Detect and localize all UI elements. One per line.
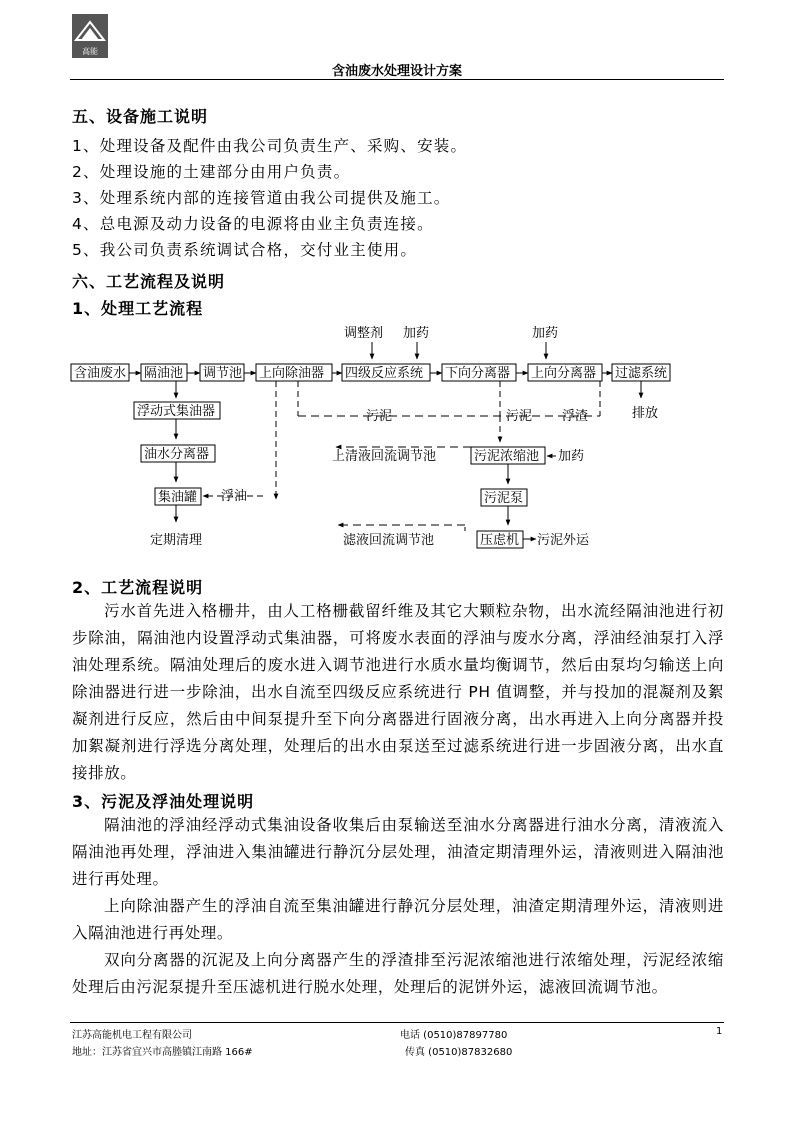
- box-filter-press: 压虑机: [480, 533, 520, 548]
- label-regular-cleaning: 定期清理: [150, 533, 203, 548]
- label-float-oil: 浮油: [221, 489, 248, 504]
- logo-text: 高能: [82, 47, 98, 56]
- document-title: 含油废水处理设计方案: [331, 64, 462, 79]
- box-four-stage-reaction: 四级反应系统: [345, 366, 424, 381]
- label-dose-3: 加药: [558, 449, 585, 464]
- label-supernatant-return: 上清液回流调节池: [332, 449, 437, 464]
- box-upflow-oil-remover: 上向除油器: [259, 366, 325, 381]
- section5-title: 五、设备施工说明: [72, 107, 209, 126]
- box-sludge-pump: 污泥泵: [484, 491, 524, 506]
- section6-title: 六、工艺流程及说明: [72, 272, 226, 291]
- label-adjuster: 调整剂: [344, 326, 384, 341]
- label-filtrate-return: 滤液回流调节池: [343, 533, 435, 548]
- label-scum: 浮渣: [562, 409, 589, 424]
- box-oil-separator-tank: 隔油池: [144, 366, 184, 381]
- box-equalization-tank: 调节池: [203, 366, 243, 381]
- section5-item: 4、总电源及动力设备的电源将由业主负责连接。: [72, 215, 434, 233]
- section5-item: 1、处理设备及配件由我公司负责生产、采购、安装。: [72, 137, 468, 155]
- section5-item: 2、处理设施的土建部分由用户负责。: [72, 163, 351, 181]
- footer-divider: [70, 1022, 724, 1023]
- label-sludge-1: 污泥: [366, 409, 393, 424]
- label-dose-2: 加药: [532, 326, 559, 341]
- label-sludge-out: 污泥外运: [537, 533, 590, 548]
- label-discharge: 排放: [632, 406, 659, 421]
- footer-company: 江苏高能机电工程有限公司: [72, 1030, 192, 1041]
- box-oil-collection-tank: 集油罐: [158, 490, 198, 505]
- sludge-desc-p1: 隔油池的浮油经浮动式集油设备收集后由泵输送至油水分离器进行油水分离，清液流入隔油池再处理，浮油进入集油罐进行静沉分层处理，油渣定期清理外运，清液则进入隔油池进行再处理。: [72, 816, 724, 888]
- footer-address: 地址：江苏省宜兴市高塍镇江南路 166#: [72, 1047, 253, 1058]
- process-desc-title: 2、工艺流程说明: [72, 578, 204, 597]
- page-number: 1: [716, 1026, 723, 1037]
- box-sludge-thickener: 污泥浓缩池: [474, 449, 540, 464]
- box-filter-system: 过滤系统: [615, 366, 668, 381]
- label-dose-1: 加药: [403, 326, 430, 341]
- process-flow-title: 1、处理工艺流程: [72, 299, 204, 318]
- box-oil-water-separator: 油水分离器: [144, 447, 210, 462]
- header-divider: [70, 79, 724, 80]
- footer-fax: 传真 (0510)87832680: [405, 1047, 513, 1058]
- company-logo: [72, 14, 108, 58]
- label-sludge-2: 污泥: [506, 409, 533, 424]
- process-flow-diagram: [66, 318, 686, 558]
- box-downflow-separator: 下向分离器: [445, 366, 511, 381]
- section5-item: 5、我公司负责系统调试合格，交付业主使用。: [72, 241, 418, 259]
- footer-phone: 电话 (0510)87897780: [400, 1030, 508, 1041]
- section5-item: 3、处理系统内部的连接管道由我公司提供及施工。: [72, 189, 451, 207]
- sludge-desc-p2: 上向除油器产生的浮油自流至集油罐进行静沉分层处理，油渣定期清理外运，清液则进入隔油池进行再处理。: [72, 897, 724, 942]
- box-floating-oil-collector: 浮动式集油器: [137, 404, 216, 419]
- process-desc-text: 污水首先进入格栅井，由人工格栅截留纤维及其它大颗粒杂物，出水流经隔油池进行初步除油，隔油池内设置浮动式集油器，可将废水表面的浮油与废水分离，浮油经油泵打入浮油处理系统。隔油处理后的废水进入调节池进行水质水量均衡调节，然后由泵均匀输送上向除油器进行进一步除油，出水自流至四级反应系统进行 PH 值调整，并与投加的混凝剂及絮凝剂进行反应，然后由中间泵提升至下向分离器进行固液分离，出水再进入上向分离器并投加絮凝剂进行浮选分离处理，处理后的出水由泵送至过滤系统进行进一步固液分离，出水直接排放。: [72, 602, 724, 782]
- box-upflow-separator: 上向分离器: [531, 366, 597, 381]
- sludge-desc-title: 3、污泥及浮油处理说明: [72, 792, 255, 811]
- box-oily-wastewater: 含油废水: [74, 366, 127, 381]
- sludge-desc-p3: 双向分离器的沉泥及上向分离器产生的浮渣排至污泥浓缩池进行浓缩处理，污泥经浓缩处理后由污泥泵提升至压滤机进行脱水处理，处理后的泥饼外运，滤液回流调节池。: [72, 951, 724, 996]
